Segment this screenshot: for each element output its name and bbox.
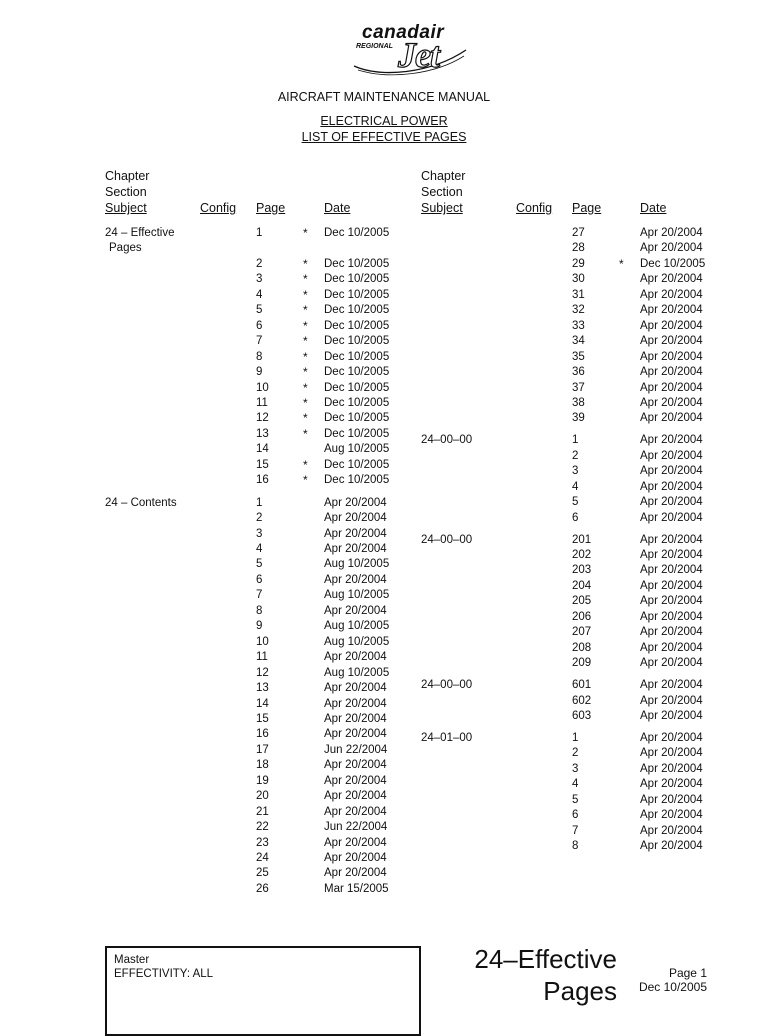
footer-page-label: Page 1 <box>668 966 707 980</box>
row-page: 36 <box>572 366 585 379</box>
row-date: Dec 10/2005 <box>324 396 390 409</box>
row-page: 15 <box>256 458 269 471</box>
row-date: Apr 20/2004 <box>324 836 387 849</box>
row-date: Apr 20/2004 <box>324 543 387 555</box>
row-page: 202 <box>572 549 592 561</box>
row-page: 209 <box>572 657 592 670</box>
row-date: Apr 20/2004 <box>640 731 703 744</box>
row-date: Apr 20/2004 <box>640 610 703 623</box>
row-page: 29 <box>572 257 585 270</box>
row-date: Apr 20/2004 <box>640 227 703 239</box>
row-page: 602 <box>572 694 592 707</box>
row-page: 1 <box>572 434 579 447</box>
row-change-marker: * <box>303 457 308 472</box>
row-page: 33 <box>572 319 585 332</box>
row-page: 13 <box>256 427 269 440</box>
row-date: Apr 20/2004 <box>324 774 387 787</box>
row-page: 4 <box>572 778 579 791</box>
row-page: 13 <box>256 682 269 695</box>
left-header-section: Section <box>105 185 147 199</box>
row-page: 7 <box>256 335 263 348</box>
row-date: Apr 20/2004 <box>640 694 703 707</box>
row-date: Apr 20/2004 <box>640 533 703 546</box>
row-page: 1 <box>256 496 263 509</box>
row-page: 6 <box>256 573 263 586</box>
row-page: 3 <box>256 527 263 540</box>
row-subject: 24 – Effective <box>105 227 175 239</box>
row-date: Mar 15/2005 <box>324 882 389 895</box>
row-date: Apr 20/2004 <box>640 747 703 760</box>
row-page: 11 <box>256 396 268 409</box>
row-change-marker: * <box>303 380 308 395</box>
row-date: Dec 10/2005 <box>324 304 390 317</box>
row-page: 8 <box>256 604 263 617</box>
row-change-marker: * <box>303 426 308 441</box>
row-page: 7 <box>572 824 579 837</box>
row-date: Apr 20/2004 <box>640 809 703 822</box>
row-date: Apr 20/2004 <box>640 449 703 462</box>
row-subject: 24 – Contents <box>105 496 177 509</box>
row-date: Apr 20/2004 <box>324 867 387 880</box>
row-page: 5 <box>572 496 579 509</box>
row-date: Apr 20/2004 <box>640 762 703 775</box>
row-page: 4 <box>256 543 263 555</box>
row-date: Apr 20/2004 <box>640 480 703 493</box>
row-subject: 24–00–00 <box>421 533 473 546</box>
row-page: 24 <box>256 852 269 864</box>
row-subject: 24–00–00 <box>421 434 473 447</box>
row-page: 2 <box>256 512 263 525</box>
row-page: 2 <box>256 257 263 270</box>
right-header-section: Section <box>421 185 463 199</box>
row-date: Aug 10/2005 <box>324 635 390 648</box>
row-date: Apr 20/2004 <box>640 496 703 509</box>
row-page: 10 <box>256 635 269 648</box>
row-date: Apr 20/2004 <box>640 579 703 592</box>
right-header-date: Date <box>640 201 667 215</box>
row-page: 12 <box>256 666 269 679</box>
row-page: 14 <box>256 697 269 710</box>
row-change-marker: * <box>303 303 308 318</box>
row-date: Apr 20/2004 <box>640 793 703 806</box>
row-page: 22 <box>256 821 269 834</box>
row-page: 9 <box>256 366 263 379</box>
row-date: Apr 20/2004 <box>324 697 387 710</box>
effectivity-box <box>105 946 421 1036</box>
row-date: Dec 10/2005 <box>324 350 390 363</box>
section-title: ELECTRICAL POWER <box>320 114 448 128</box>
row-date: Apr 20/2004 <box>640 273 703 286</box>
row-date: Apr 20/2004 <box>640 319 703 332</box>
row-date: Dec 10/2005 <box>324 427 390 440</box>
footer-chapter-line2: Pages <box>543 976 617 1006</box>
row-page: 26 <box>256 882 269 895</box>
row-page: 15 <box>256 712 269 725</box>
row-page: 21 <box>256 805 269 818</box>
row-date: Aug 10/2005 <box>324 443 390 456</box>
row-date: Jun 22/2004 <box>324 743 388 756</box>
row-page: 4 <box>572 480 579 493</box>
row-date: Apr 20/2004 <box>640 626 703 639</box>
row-change-marker: * <box>303 272 308 287</box>
footer-page-date: Dec 10/2005 <box>638 980 707 994</box>
manual-title: AIRCRAFT MAINTENANCE MANUAL <box>277 90 491 104</box>
row-change-marker: * <box>303 411 308 426</box>
row-date: Apr 20/2004 <box>640 824 703 837</box>
row-change-marker: * <box>303 287 308 302</box>
row-page: 7 <box>256 589 263 602</box>
row-page: 39 <box>572 412 585 425</box>
row-page: 28 <box>572 242 585 255</box>
row-page: 11 <box>256 651 268 664</box>
row-date: Aug 10/2005 <box>324 589 390 602</box>
row-date: Aug 10/2005 <box>324 666 390 679</box>
row-page: 2 <box>572 449 579 462</box>
row-subject: 24–01–00 <box>421 731 473 744</box>
row-page: 204 <box>572 579 592 592</box>
row-date: Dec 10/2005 <box>324 288 390 301</box>
row-date: Dec 10/2005 <box>324 366 390 379</box>
left-header-page: Page <box>256 201 286 215</box>
row-change-marker: * <box>303 349 308 364</box>
row-date: Dec 10/2005 <box>324 458 390 471</box>
row-date: Apr 20/2004 <box>640 511 703 524</box>
row-date: Apr 20/2004 <box>324 682 387 695</box>
row-page: 8 <box>572 840 579 853</box>
row-date: Apr 20/2004 <box>640 381 703 394</box>
row-date: Apr 20/2004 <box>640 564 703 577</box>
logo-mark: Jet <box>398 35 439 75</box>
row-date: Apr 20/2004 <box>640 595 703 608</box>
row-date: Apr 20/2004 <box>640 434 703 447</box>
row-date: Apr 20/2004 <box>640 657 703 670</box>
row-date: Apr 20/2004 <box>324 712 387 725</box>
row-page: 3 <box>256 273 263 286</box>
row-change-marker: * <box>619 256 624 271</box>
left-header-config: Config <box>200 201 237 215</box>
row-page: 6 <box>572 809 579 822</box>
row-date: Apr 20/2004 <box>324 790 387 803</box>
canadair-regional-jet-logo <box>340 20 470 76</box>
row-date: Apr 20/2004 <box>324 728 387 741</box>
row-change-marker: * <box>303 226 308 240</box>
row-page: 3 <box>572 762 579 775</box>
row-page: 30 <box>572 273 585 286</box>
row-page: 16 <box>256 474 269 487</box>
right-header-page: Page <box>572 201 602 215</box>
row-page: 6 <box>572 511 579 524</box>
row-date: Apr 20/2004 <box>324 759 387 772</box>
row-date: Aug 10/2005 <box>324 620 390 633</box>
row-page: 34 <box>572 335 585 348</box>
right-header-config: Config <box>516 201 553 215</box>
row-page: 201 <box>572 533 592 546</box>
row-page: 14 <box>256 443 269 456</box>
row-page: 208 <box>572 641 592 654</box>
row-date: Apr 20/2004 <box>640 641 703 654</box>
row-date: Apr 20/2004 <box>640 778 703 791</box>
row-date: Apr 20/2004 <box>324 805 387 818</box>
row-page: 19 <box>256 774 269 787</box>
row-date: Apr 20/2004 <box>324 496 387 509</box>
right-header-subject: Subject <box>421 201 463 215</box>
row-page: 38 <box>572 396 585 409</box>
row-date: Apr 20/2004 <box>640 465 703 478</box>
row-date: Apr 20/2004 <box>640 288 703 301</box>
row-page: 18 <box>256 759 269 772</box>
right-header-chapter: Chapter <box>421 169 466 183</box>
row-date: Dec 10/2005 <box>324 257 390 270</box>
row-subject: Pages <box>109 242 142 255</box>
row-change-marker: * <box>303 473 308 488</box>
row-page: 207 <box>572 626 592 639</box>
row-page: 1 <box>256 227 263 239</box>
row-page: 6 <box>256 319 263 332</box>
row-page: 601 <box>572 679 592 692</box>
left-header-date: Date <box>324 201 351 215</box>
row-date: Apr 20/2004 <box>640 412 703 425</box>
row-page: 32 <box>572 304 585 317</box>
logo-brand: canadair <box>362 22 445 43</box>
row-date: Dec 10/2005 <box>324 227 390 239</box>
row-page: 203 <box>572 564 592 577</box>
row-date: Apr 20/2004 <box>324 527 387 540</box>
row-page: 16 <box>256 728 269 741</box>
row-page: 9 <box>256 620 263 633</box>
row-page: 37 <box>572 381 585 394</box>
row-page: 5 <box>572 793 579 806</box>
row-page: 17 <box>256 743 269 756</box>
row-change-marker: * <box>303 256 308 271</box>
row-date: Apr 20/2004 <box>640 335 703 348</box>
row-page: 35 <box>572 350 585 363</box>
row-date: Apr 20/2004 <box>324 573 387 586</box>
logo-sub: REGIONAL <box>356 43 393 50</box>
row-date: Apr 20/2004 <box>640 350 703 363</box>
row-date: Dec 10/2005 <box>324 412 390 425</box>
left-header-chapter: Chapter <box>105 169 150 183</box>
row-date: Apr 20/2004 <box>324 852 387 864</box>
row-date: Apr 20/2004 <box>640 710 703 722</box>
row-change-marker: * <box>303 334 308 349</box>
row-page: 23 <box>256 836 269 849</box>
row-date: Dec 10/2005 <box>324 381 390 394</box>
row-page: 1 <box>572 731 579 744</box>
row-page: 603 <box>572 710 592 722</box>
row-page: 5 <box>256 304 263 317</box>
row-date: Apr 20/2004 <box>640 549 703 561</box>
row-date: Apr 20/2004 <box>640 396 703 409</box>
row-subject: 24–00–00 <box>421 679 473 692</box>
row-page: 206 <box>572 610 592 623</box>
row-date: Dec 10/2005 <box>640 257 706 270</box>
row-date: Apr 20/2004 <box>640 840 703 853</box>
row-page: 8 <box>256 350 263 363</box>
row-change-marker: * <box>303 395 308 410</box>
row-date: Aug 10/2005 <box>324 558 390 571</box>
list-title: LIST OF EFFECTIVE PAGES <box>301 130 467 144</box>
row-date: Dec 10/2005 <box>324 335 390 348</box>
row-date: Dec 10/2005 <box>324 319 390 332</box>
footer-effectivity: EFFECTIVITY: ALL <box>114 968 214 980</box>
left-header-subject: Subject <box>105 201 147 215</box>
row-page: 20 <box>256 790 269 803</box>
row-page: 5 <box>256 558 263 571</box>
row-date: Apr 20/2004 <box>324 651 387 664</box>
footer-master: Master <box>114 954 150 966</box>
row-page: 10 <box>256 381 269 394</box>
row-date: Apr 20/2004 <box>640 242 703 255</box>
row-date: Apr 20/2004 <box>324 512 387 525</box>
row-page: 12 <box>256 412 269 425</box>
row-date: Dec 10/2005 <box>324 474 390 487</box>
row-page: 4 <box>256 288 263 301</box>
row-page: 25 <box>256 867 269 880</box>
row-page: 27 <box>572 227 585 239</box>
row-date: Apr 20/2004 <box>640 679 703 692</box>
row-change-marker: * <box>303 365 308 380</box>
row-page: 31 <box>572 288 585 301</box>
row-date: Apr 20/2004 <box>640 304 703 317</box>
row-change-marker: * <box>303 318 308 333</box>
row-date: Apr 20/2004 <box>640 366 703 379</box>
row-page: 205 <box>572 595 592 608</box>
row-page: 2 <box>572 747 579 760</box>
row-date: Jun 22/2004 <box>324 821 388 834</box>
row-date: Dec 10/2005 <box>324 273 390 286</box>
row-page: 3 <box>572 465 579 478</box>
footer-chapter-line1: 24–Effective <box>474 944 617 974</box>
row-date: Apr 20/2004 <box>324 604 387 617</box>
